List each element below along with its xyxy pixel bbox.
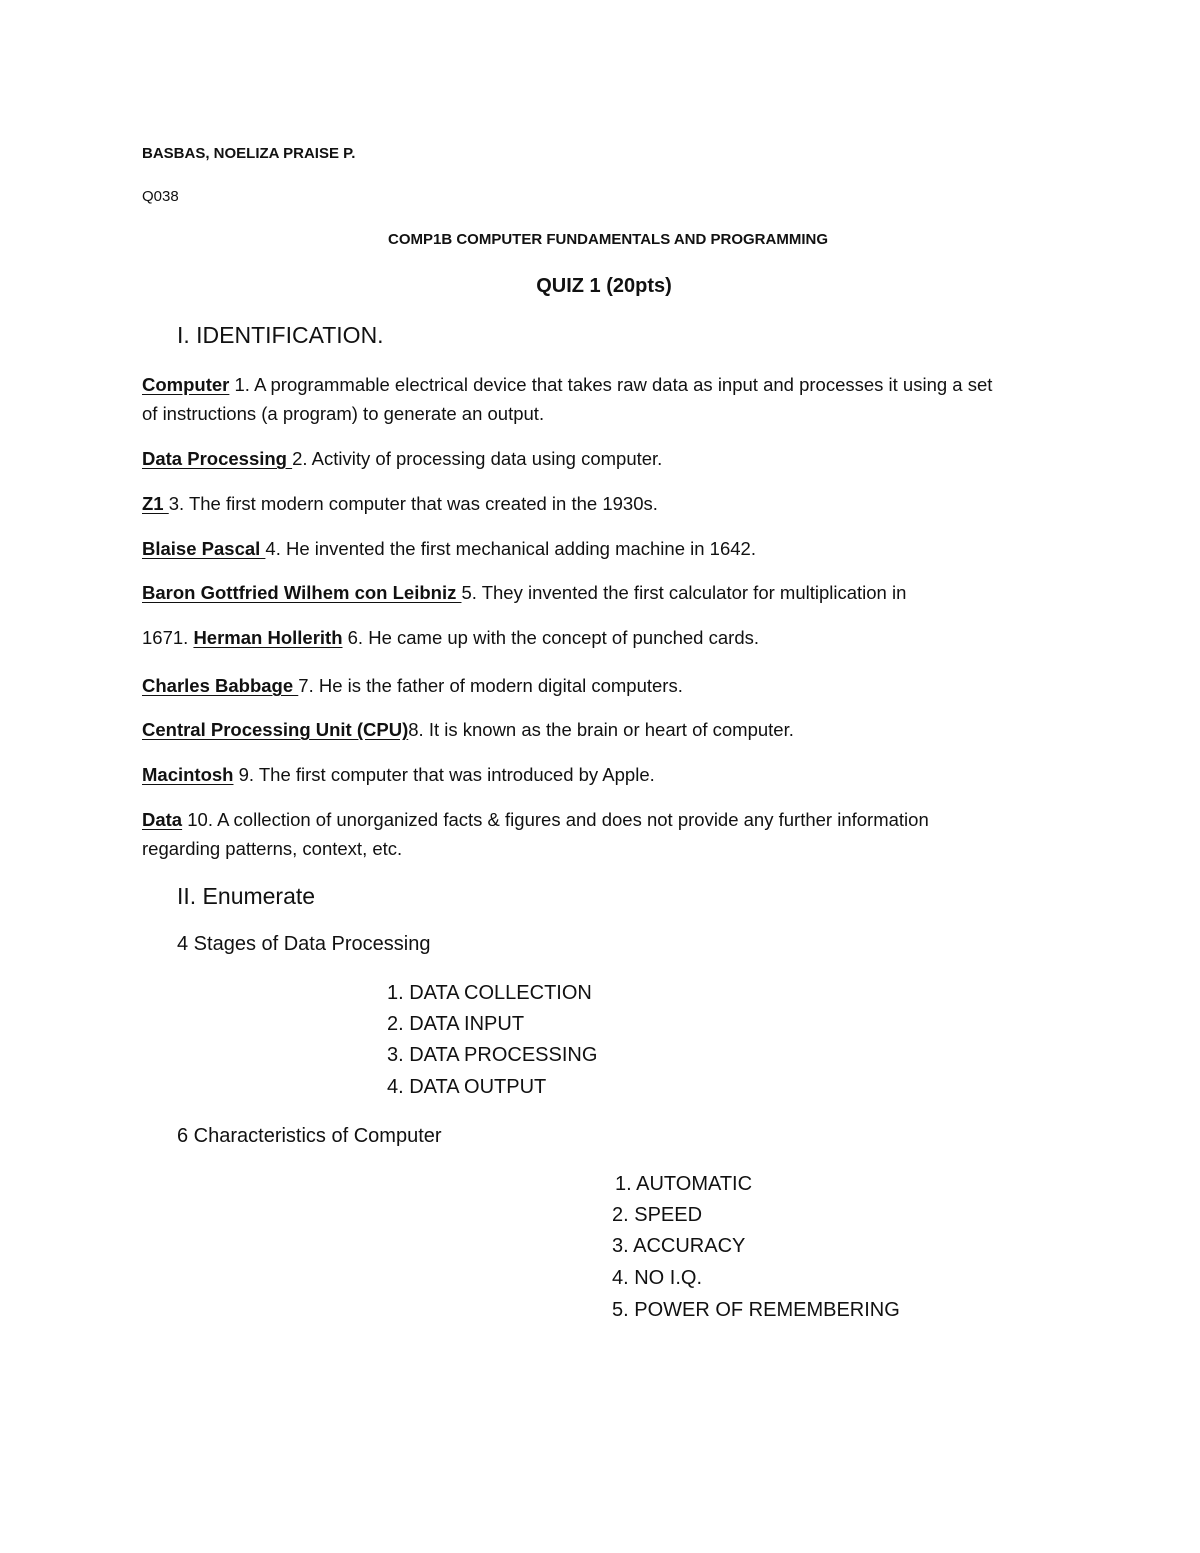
characteristic-item-2: 2. SPEED [612,1204,703,1226]
identification-item-10 [142,809,929,831]
characteristics-title: 6 Characteristics of Computer [177,1125,442,1147]
question-text: 10. A collection of unorganized facts & figures and does not provide any further information [182,809,929,830]
stage-item-2: 2. DATA INPUT [387,1013,525,1035]
answer: Data [142,809,183,830]
question-text: 8. It is known as the brain or heart of computer. [408,719,794,740]
characteristic-item-1: 1. AUTOMATIC [615,1173,753,1195]
answer: Herman Hollerith [193,627,343,648]
answer: Macintosh [142,764,234,785]
identification-item-1-cont: of instructions (a program) to generate an output. [142,403,545,424]
answer: Baron Gottfried Wilhem con Leibniz [142,582,462,603]
answer: Charles Babbage [142,675,299,696]
identification-item-2 [142,448,662,470]
question-text: 7. He is the father of modern digital computers. [298,675,683,696]
question-text: 4. He invented the first mechanical adding machine in 1642. [265,538,756,559]
characteristic-item-3: 3. ACCURACY [612,1235,746,1257]
student-name: BASBAS, NOELIZA PRAISE P. [142,145,356,162]
identification-item-9 [142,764,655,786]
characteristic-item-4: 4. NO I.Q. [612,1267,703,1289]
identification-heading: I. IDENTIFICATION. [177,322,384,348]
stages-title: 4 Stages of Data Processing [177,933,431,955]
identification-item-6 [142,627,759,649]
identification-item-1 [142,374,992,396]
answer: Blaise Pascal [142,538,266,559]
identification-item-8 [142,719,794,741]
question-text: 3. The first modern computer that was created in the 1930s. [168,493,658,514]
question-text: 9. The first computer that was introduced by Apple. [233,764,655,785]
identification-item-3 [142,493,658,515]
stage-item-1: 1. DATA COLLECTION [387,982,592,1004]
answer: Data Processing [142,448,293,469]
course-title: COMP1B COMPUTER FUNDAMENTALS AND PROGRAMMING [388,231,828,248]
answer: Central Processing Unit (CPU) [142,719,409,740]
stage-item-4: 4. DATA OUTPUT [387,1076,547,1098]
identification-item-4 [142,538,756,560]
question-text: 1. A programmable electrical device that takes raw data as input and processes it using a set [229,374,993,395]
answer: Computer [142,374,230,395]
identification-item-10-cont: regarding patterns, context, etc. [142,838,403,859]
identification-item-7 [142,675,683,697]
quiz-title: QUIZ 1 (20pts) [536,275,672,297]
characteristic-item-5: 5. POWER OF REMEMBERING [612,1299,900,1321]
enumerate-heading: II. Enumerate [177,883,316,909]
stage-item-3: 3. DATA PROCESSING [387,1044,598,1066]
question-text: 2. Activity of processing data using computer. [292,448,663,469]
section-code: Q038 [142,188,179,205]
answer: Z1 [142,493,169,514]
year-text: 1671. [142,627,194,648]
question-text: 5. They invented the first calculator for multiplication in [461,582,907,603]
identification-item-5 [142,582,906,604]
question-text: 6. He came up with the concept of punched cards. [342,627,759,648]
